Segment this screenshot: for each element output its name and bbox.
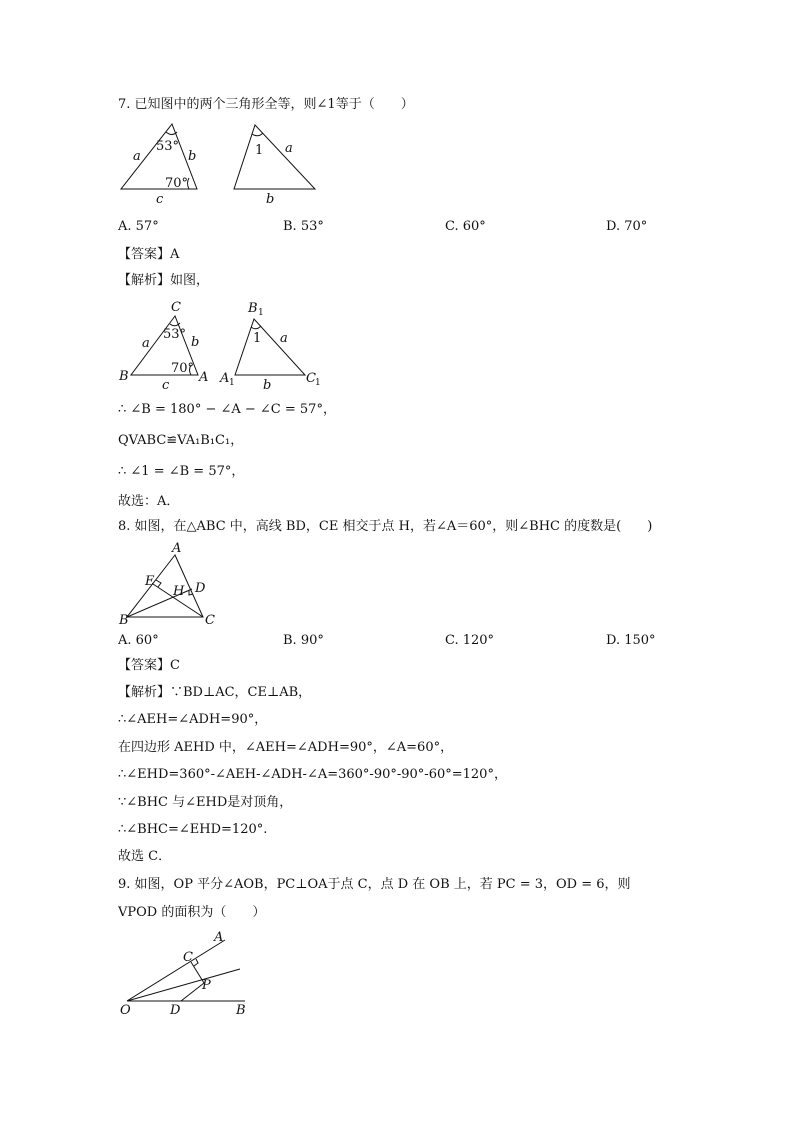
q7a-right-one: 1 bbox=[253, 331, 262, 346]
q8-label-b: B bbox=[119, 613, 129, 628]
q9-right-mark-c bbox=[194, 959, 198, 966]
q8-analysis: 【解析】∵BD⊥AC，CE⊥AB， bbox=[118, 685, 312, 700]
q8-line-1: ∴∠AEH=∠ADH=90°， bbox=[118, 712, 268, 727]
q8-option-b: B. 90° bbox=[283, 633, 324, 648]
q7a-vertex-b1: B bbox=[248, 301, 258, 316]
q7-stem: 7. 已知图中的两个三角形全等，则∠1等于（ ） bbox=[118, 97, 414, 112]
q8-answer: 【答案】C bbox=[118, 658, 180, 673]
q8-label-c: C bbox=[205, 613, 215, 628]
q7a-side-c: c bbox=[162, 378, 170, 393]
q8-label-a: A bbox=[172, 541, 182, 556]
q8-line-4: ∵∠BHC 与∠EHD是对顶角， bbox=[118, 795, 293, 810]
q8-label-h: H bbox=[173, 584, 185, 599]
q7-right-b: b bbox=[266, 192, 275, 207]
q8-label-d: D bbox=[195, 581, 206, 596]
q7a-vertex-a1-sub: 1 bbox=[229, 378, 235, 388]
q8-option-d: D. 150° bbox=[606, 633, 656, 648]
q9-label-b: B bbox=[236, 1003, 246, 1018]
q9-ray-op bbox=[127, 969, 240, 1001]
q7a-vertex-a1: A bbox=[220, 371, 230, 386]
q7-analysis-intro: 【解析】如图， bbox=[118, 273, 210, 288]
q7-option-b: B. 53° bbox=[283, 219, 324, 234]
q9-label-p: P bbox=[202, 978, 211, 993]
q8-option-a: A. 60° bbox=[118, 633, 159, 648]
q8-option-c: C. 120° bbox=[445, 633, 495, 648]
q7-left-c: c bbox=[156, 192, 164, 207]
q7-option-a: A. 57° bbox=[118, 219, 159, 234]
q7-left-angle-right: 70° bbox=[165, 176, 189, 191]
q8-conclusion: 故选 C． bbox=[118, 849, 172, 864]
q7-line-3: ∴ ∠1 = ∠B = 57°， bbox=[118, 464, 245, 479]
q7a-side-b: b bbox=[191, 335, 200, 350]
q8-line-2: 在四边形 AEHD 中，∠AEH=∠ADH=90°，∠A=60°， bbox=[118, 740, 454, 755]
q7-left-b: b bbox=[188, 149, 197, 164]
q8-line-3: ∴∠EHD=360°-∠AEH-∠ADH-∠A=360°-90°-90°-60°=120°， bbox=[118, 767, 507, 782]
q7-answer: 【答案】A bbox=[118, 247, 180, 262]
q9-stem-line-2: VPOD 的面积为（ ） bbox=[118, 905, 266, 920]
q7-option-c: C. 60° bbox=[445, 219, 486, 234]
q9-label-d: D bbox=[170, 1003, 181, 1018]
q8-stem: 8. 如图，在△ABC 中，高线 BD，CE 相交于点 H，若∠A＝60°，则∠BHC 的度数是( ) bbox=[118, 519, 653, 534]
q9-label-o: O bbox=[120, 1003, 131, 1018]
q7-left-a: a bbox=[133, 149, 141, 164]
q7a-side-a: a bbox=[142, 336, 150, 351]
q7-right-a: a bbox=[285, 141, 293, 156]
q7-line-1: ∴ ∠B = 180° − ∠A − ∠C = 57°， bbox=[118, 402, 336, 417]
q7a-right-b: b bbox=[263, 378, 272, 393]
q9-label-a: A bbox=[214, 930, 224, 945]
q7-left-angle-top: 53° bbox=[156, 139, 180, 154]
q9-segment-pd bbox=[181, 983, 204, 1001]
q7-line-2: QVABC≌VA₁B₁C₁， bbox=[118, 433, 244, 448]
q7a-vertex-c1: C bbox=[306, 371, 316, 386]
q7a-vertex-b1-sub: 1 bbox=[258, 308, 264, 318]
q7a-angle-top: 53° bbox=[163, 327, 187, 342]
q9-label-c: C bbox=[183, 950, 193, 965]
q7a-vertex-c1-sub: 1 bbox=[315, 378, 321, 388]
q7a-vertex-c: C bbox=[171, 300, 181, 315]
q7a-vertex-b: B bbox=[119, 369, 129, 384]
q8-label-e: E bbox=[145, 574, 155, 589]
q9-stem-line-1: 9. 如图，OP 平分∠AOB，PC⊥OA于点 C，点 D 在 OB 上，若 PC = 3，OD = 6，则 bbox=[118, 877, 631, 892]
q8-line-5: ∴∠BHC=∠EHD=120°. bbox=[118, 822, 268, 837]
q7a-vertex-a: A bbox=[199, 370, 209, 385]
q7a-right-a: a bbox=[280, 331, 288, 346]
q7-option-d: D. 70° bbox=[606, 219, 648, 234]
q7-right-one: 1 bbox=[255, 143, 264, 158]
q7-conclusion: 故选：A． bbox=[118, 494, 180, 509]
q7a-angle-right: 70° bbox=[171, 361, 195, 376]
